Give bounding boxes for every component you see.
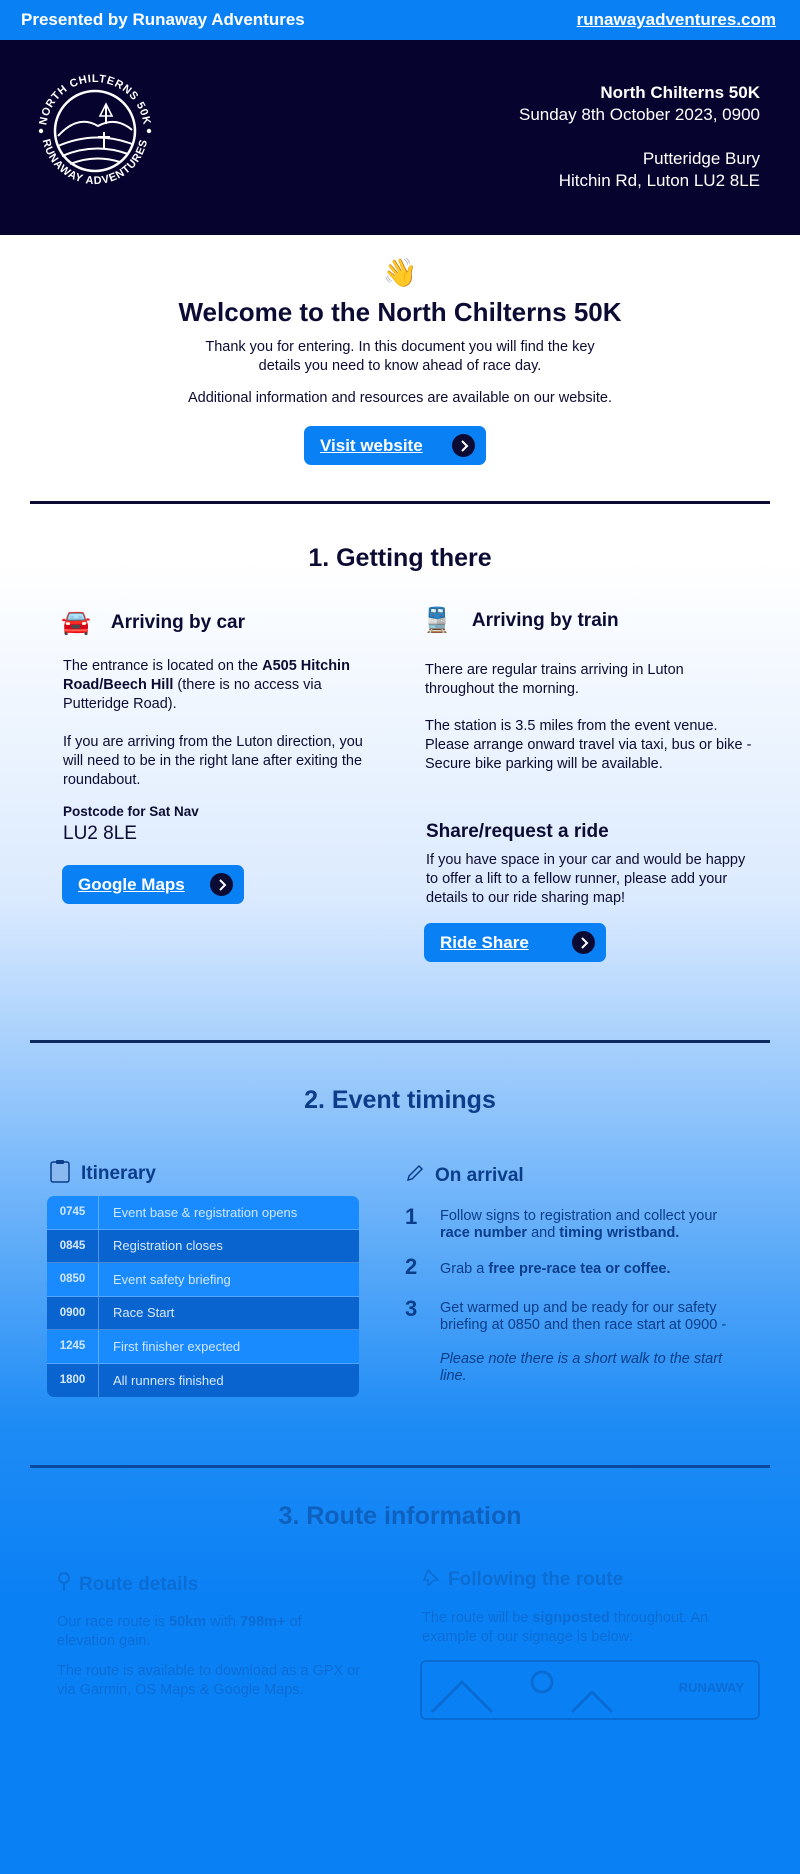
arrow-right-icon — [210, 873, 233, 896]
car-luton-directions: If you are arriving from the Luton direction, you will need to be in the right lane after exiting the roundabout. — [63, 734, 363, 788]
arrival-step-1 — [405, 1204, 750, 1242]
wave-icon: 👋 — [382, 257, 418, 288]
route-text: Our race route is — [57, 1614, 170, 1630]
step-bold: race number — [440, 1225, 528, 1241]
itinerary-heading — [49, 1159, 156, 1189]
following-route-label: Following the route — [448, 1569, 624, 1590]
itinerary-time: 0850 — [47, 1263, 99, 1296]
route-details-text — [57, 1613, 357, 1651]
itinerary-desc: Event safety briefing — [113, 1271, 231, 1287]
intro-line: Thank you for entering. In this document you will find the key — [205, 339, 595, 355]
itinerary-row — [47, 1230, 359, 1264]
route-text: throughout. An example of our signage is below: — [422, 1610, 709, 1645]
car-text: The entrance is located on the — [63, 658, 263, 674]
visit-website-button[interactable] — [304, 426, 486, 465]
itinerary-desc: First finisher expected — [113, 1338, 241, 1354]
race-logo — [28, 64, 162, 198]
itinerary-desc: Race Start — [113, 1305, 175, 1321]
hero-banner — [0, 40, 800, 235]
visit-website-label: Visit website — [320, 435, 423, 455]
step-text: Get warmed up and be ready for our safety briefing at 0850 and then race start at 0900 - — [440, 1300, 727, 1333]
arrival-step-3 — [405, 1296, 745, 1385]
arrow-right-icon — [452, 434, 475, 457]
step-bold: timing wristband. — [559, 1225, 680, 1241]
postcode-value: LU2 8LE — [63, 823, 137, 844]
ride-share-button[interactable] — [424, 923, 606, 962]
itinerary-desc: Registration closes — [113, 1238, 223, 1254]
section-divider — [30, 501, 770, 504]
intro-line: details you need to know ahead of race day. — [258, 358, 542, 374]
car-directions — [63, 657, 373, 714]
route-details-heading — [57, 1572, 198, 1598]
route-info-title: 3. Route information — [278, 1502, 522, 1530]
itinerary-time: 0900 — [47, 1297, 99, 1330]
itinerary-row — [47, 1263, 359, 1297]
following-route-heading — [422, 1568, 623, 1592]
route-text: of elevation gain. — [57, 1614, 302, 1649]
svg-text:NORTH CHILTERNS 50K: NORTH CHILTERNS 50K — [37, 72, 153, 127]
step-bold: free pre-race tea or coffee. — [488, 1261, 671, 1277]
welcome-more-info: Additional information and resources are available on our website. — [188, 390, 612, 406]
step-note: Please note there is a short walk to the start line. — [440, 1351, 723, 1384]
signage-example — [420, 1660, 760, 1720]
presented-by-text: Presented by Runaway Adventures — [21, 10, 305, 29]
signage-graphic — [422, 1662, 622, 1718]
route-download-text: The route is available to download as a GPX or via Garmin, OS Maps & Google Maps. — [57, 1663, 361, 1698]
arrival-step-2 — [405, 1254, 750, 1279]
following-route-text — [422, 1609, 742, 1647]
step-text: Grab a — [440, 1261, 489, 1277]
route-elevation: 798m+ — [239, 1614, 286, 1630]
itinerary-heading-label: Itinerary — [81, 1163, 156, 1184]
step-number: 1 — [405, 1204, 418, 1229]
train-frequency: There are regular trains arriving in Luton throughout the morning. — [425, 662, 684, 697]
itinerary-time: 0745 — [47, 1196, 99, 1229]
top-bar — [0, 0, 800, 40]
step-text: Follow signs to registration and collect your — [440, 1208, 718, 1224]
car-heading-label: Arriving by car — [110, 611, 245, 633]
ride-share-text: If you have space in your car and would be happy to offer a lift to a fellow runner, please add your details to our ride sharing map! — [426, 852, 746, 906]
google-maps-button[interactable] — [62, 865, 244, 904]
itinerary-row — [47, 1297, 359, 1331]
event-timings-title: 2. Event timings — [304, 1086, 496, 1114]
venue-name: Putteridge Bury — [642, 149, 760, 168]
itinerary-desc: Event base & registration opens — [113, 1204, 298, 1220]
itinerary-desc: All runners finished — [113, 1372, 224, 1388]
ride-share-heading: Share/request a ride — [426, 821, 609, 842]
section-divider — [30, 1040, 770, 1043]
route-distance: 50km — [169, 1614, 207, 1630]
website-link[interactable]: runawayadventures.com — [576, 10, 776, 29]
train-icon: 🚆 — [422, 607, 452, 634]
route-details-label: Route details — [79, 1574, 199, 1595]
google-maps-label: Google Maps — [78, 874, 185, 894]
welcome-intro — [0, 338, 800, 376]
welcome-title: Welcome to the North Chilterns 50K — [178, 297, 622, 327]
itinerary-row — [47, 1196, 359, 1230]
route-signposted: signposted — [532, 1610, 610, 1626]
on-arrival-heading — [405, 1163, 524, 1189]
itinerary-row — [47, 1330, 359, 1364]
car-icon: 🚘 — [61, 609, 91, 636]
itinerary-table — [47, 1196, 359, 1397]
race-date: Sunday 8th October 2023, 0900 — [518, 105, 760, 124]
postcode-label: Postcode for Sat Nav — [63, 804, 199, 819]
section-divider — [30, 1465, 770, 1468]
train-station-info: The station is 3.5 miles from the event venue. Please arrange onward travel via taxi, bus or bike - Secure bike parking will be available. — [425, 718, 752, 772]
itinerary-time: 1800 — [47, 1364, 99, 1398]
car-road: A505 Hitchin Road/Beech Hill — [63, 658, 350, 693]
race-name: North Chilterns 50K — [600, 83, 760, 102]
train-heading-label: Arriving by train — [471, 609, 619, 631]
svg-text:RUNAWAY ADVENTURES: RUNAWAY ADVENTURES — [39, 137, 151, 188]
car-text: (there is no access via Putteridge Road). — [63, 677, 322, 712]
route-text: with — [206, 1614, 240, 1630]
pencil-icon — [405, 1163, 425, 1189]
step-number: 2 — [405, 1254, 418, 1279]
race-info — [519, 82, 760, 192]
ride-share-label: Ride Share — [440, 932, 529, 952]
clipboard-icon — [49, 1159, 71, 1189]
itinerary-row — [47, 1364, 359, 1398]
step-number: 3 — [405, 1296, 418, 1321]
pin-icon — [57, 1572, 71, 1598]
step-text: and — [527, 1225, 560, 1241]
pushpin-icon — [422, 1568, 440, 1592]
route-text: The route will be — [422, 1610, 533, 1626]
arrow-right-icon — [572, 931, 595, 954]
venue-address: Hitchin Rd, Luton LU2 8LE — [558, 171, 760, 190]
itinerary-time: 0845 — [47, 1230, 99, 1263]
getting-there-title: 1. Getting there — [308, 544, 492, 572]
car-heading — [61, 608, 245, 637]
itinerary-time: 1245 — [47, 1330, 99, 1363]
on-arrival-heading-label: On arrival — [435, 1165, 524, 1186]
train-heading — [422, 606, 619, 635]
sign-text: RUNAWAY — [678, 1680, 744, 1695]
